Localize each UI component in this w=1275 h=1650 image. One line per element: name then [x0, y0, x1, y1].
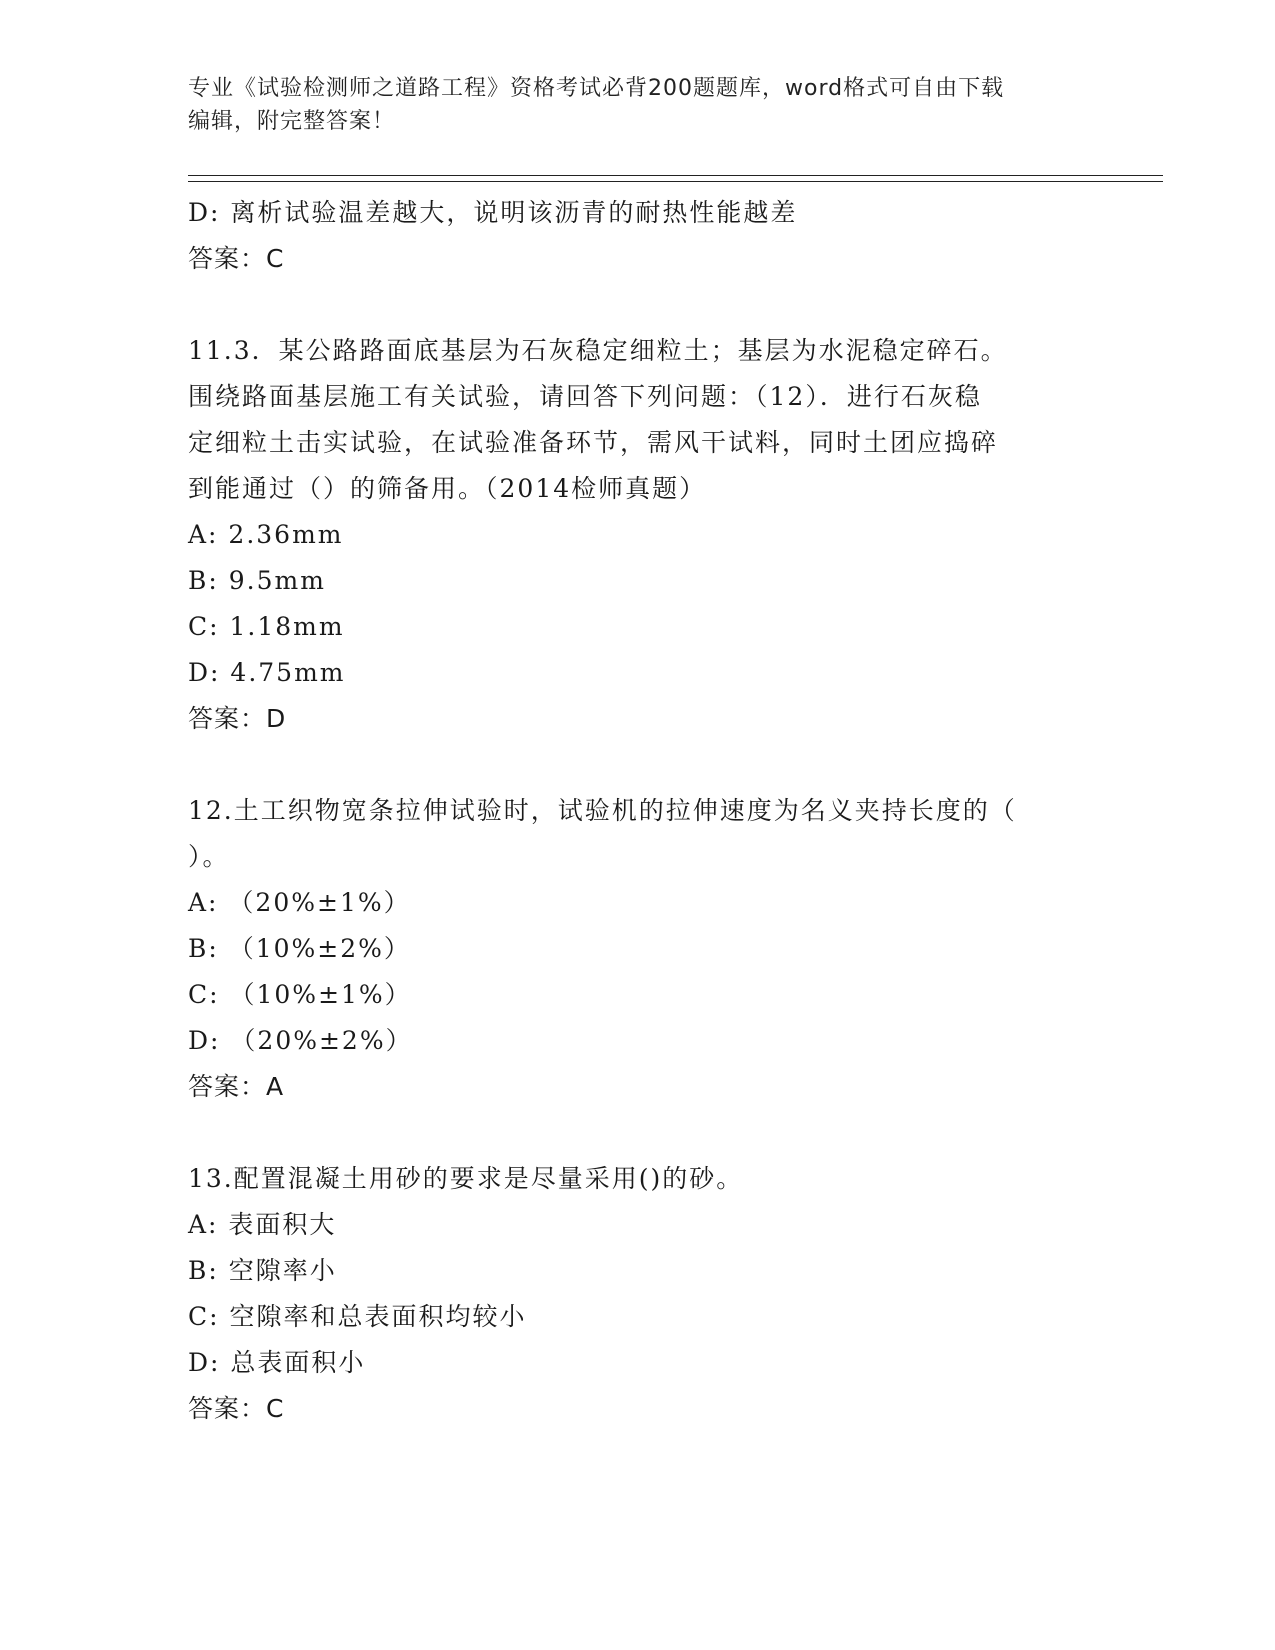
answer: 答案：A: [188, 1072, 285, 1101]
question-stem-line: 定细粒土击实试验，在试验准备环节，需风干试料，同时土团应捣碎: [188, 428, 999, 457]
option-d: D: 4.75mm: [188, 658, 346, 687]
option-d: D: 总表面积小: [188, 1348, 366, 1377]
header-line-1: 专业《试验检测师之道路工程》资格考试必背200题题库，word格式可自由下载: [188, 76, 1005, 101]
option-d: D: 离析试验温差越大，说明该沥青的耐热性能越差: [188, 198, 798, 227]
question-13: [188, 1156, 1088, 1432]
option-c: C: 空隙率和总表面积均较小: [188, 1302, 527, 1331]
answer: 答案：C: [188, 244, 285, 273]
question-stem-line: 12.土工织物宽条拉伸试验时，试验机的拉伸速度为名义夹持长度的（: [188, 796, 1017, 825]
answer: 答案：C: [188, 1394, 285, 1423]
question-stem-line: 13.配置混凝土用砂的要求是尽量采用()的砂。: [188, 1164, 744, 1193]
question-12: [188, 788, 1088, 1110]
spacer: [188, 1110, 1088, 1156]
question-11: [188, 328, 1088, 742]
option-b: B: 空隙率小: [188, 1256, 337, 1285]
question-stem-line: 到能通过（）的筛备用。（2014检师真题）: [188, 474, 707, 503]
option-b: B: 9.5mm: [188, 566, 326, 595]
option-a: A: 2.36mm: [188, 520, 344, 549]
question-stem-line: 围绕路面基层施工有关试验，请回答下列问题：（12）．进行石灰稳: [188, 382, 982, 411]
answer: 答案：D: [188, 704, 287, 733]
option-a: A: 表面积大: [188, 1210, 337, 1239]
option-c: C: 1.18mm: [188, 612, 345, 641]
option-a: A: （20%±1%）: [188, 888, 411, 917]
option-d: D: （20%±2%）: [188, 1026, 413, 1055]
document-body: [188, 190, 1088, 1432]
question-stem-line: 11.3．某公路路面底基层为石灰稳定细粒土；基层为水泥稳定碎石。: [188, 336, 1008, 365]
header-rule-top: [188, 175, 1163, 176]
spacer: [188, 282, 1088, 328]
question-stem-line: ）。: [188, 842, 230, 871]
option-c: C: （10%±1%）: [188, 980, 412, 1009]
header-line-2: 编辑，附完整答案！: [188, 109, 396, 134]
document-header: [188, 72, 1088, 138]
spacer: [188, 742, 1088, 788]
question-10-tail: [188, 190, 1088, 282]
option-b: B: （10%±2%）: [188, 934, 411, 963]
header-rule-bottom: [188, 181, 1163, 182]
